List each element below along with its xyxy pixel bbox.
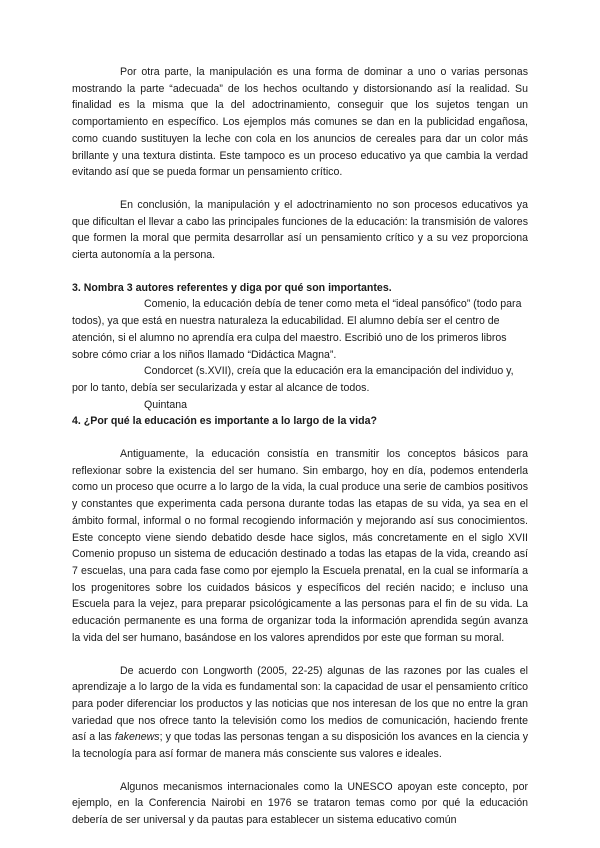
document-page: [72, 64, 528, 829]
author-condorcet: Condorcet (s.XVII), creía que la educación era la emancipación del individuo y, por lo tanto, debía ser secularizada y estar al alcance de todos.: [72, 365, 514, 394]
question-4-heading: 4. ¿Por qué la educación es importante a lo largo de la vida?: [72, 415, 377, 428]
fakenews-term: fakenews: [114, 731, 160, 744]
longworth-text-a: De acuerdo con Longworth (2005, 22-25) algunas de las razones por las cuales el aprendizaje a lo largo de la vida es fundamental son: la capacidad de usar el pensamiento crítico para poder diferenciar los productos y las noticias que nos interesan de los que no entre la gran variedad que nos ofrece tanto la televisión como los medios de comunicación, haciendo frente así a las: [72, 664, 528, 744]
paragraph-longworth: [72, 663, 528, 763]
paragraph-manipulacion: Por otra parte, la manipulación es una forma de dominar a uno o varias personas mostrando la parte “adecuada” de los hechos ocultando y distorsionando así la realidad. Su finalidad es la misma que la del adoctrinamiento, conseguir que los sujetos tengan un comportamiento en específico. Los ejemplos más comunes se dan en la publicidad engañosa, como cuando sustituyen la leche con cola en los anuncios de cereales para dar un color más brillante y una textura distinta. Este tampoco es un proceso educativo ya que cambia la verdad evitando así que se pueda formar un pensamiento crítico.: [72, 66, 528, 179]
paragraph-conclusion: En conclusión, la manipulación y el adoctrinamiento no son procesos educativos ya que dificultan el llevar a cabo las principales funciones de la educación: la transmisión de valores que formen la moral que permita desarrollar así un pensamiento crítico y a su vez proporciona cierta autonomía a la persona.: [72, 198, 528, 262]
paragraph-educacion-vida: Antiguamente, la educación consistía en transmitir los conceptos básicos para reflexionar sobre la existencia del ser humano. Sin embargo, hoy en día, podemos entenderla como un proceso que ocurre a lo largo de la vida, la cual produce una serie de cambios positivos y constantes que experimenta cada persona durante todas las etapas de su vida, ya sea en el ámbito formal, informal o no formal recogiendo información y mejorando así sus conocimientos. Este concepto viene siendo debatido desde hace siglos, más concretamente en el siglo XVII Comenio propuso un sistema de educación destinado a todas las etapas de la vida, creando así 7 escuelas, una para cada fase como por ejemplo la Escuela prenatal, en la cual se informaría a los progenitores sobre los cuidados básicos y específicos del recién nacido; e incluso una Escuela para la vejez, para preparar psicológicamente a las personas para el fin de su vida. La educación permanente es una forma de organizar toda la información aprendida según avanza la vida del ser humano, basándose en los valores aprendidos por este que forman su moral.: [72, 448, 528, 644]
longworth-text-b: ; y que todas las personas tengan a su disposición los avances en la ciencia y la tecnología para así formar de manera más consciente sus valores e ideales.: [72, 731, 528, 761]
author-quintana: Quintana: [144, 398, 187, 411]
paragraph-unesco: Algunos mecanismos internacionales como la UNESCO apoyan este concepto, por ejemplo, en la Conferencia Nairobi en 1976 se trataron temas como por qué la educación debería de ser universal y da pautas para establecer un sistema educativo común: [72, 780, 528, 827]
author-comenio: Comenio, la educación debía de tener como meta el “ideal pansófico” (todo para todos), ya que está en nuestra naturaleza la educabilidad. El alumno debía ser el centro de atención, si el alumno no aprendía era culpa del maestro. Escribió uno de los primeros libros sobre cómo criar a los niños llamado “Didáctica Magna”.: [72, 298, 522, 361]
question-3-heading: 3. Nombra 3 autores referentes y diga por qué son importantes.: [72, 281, 392, 294]
